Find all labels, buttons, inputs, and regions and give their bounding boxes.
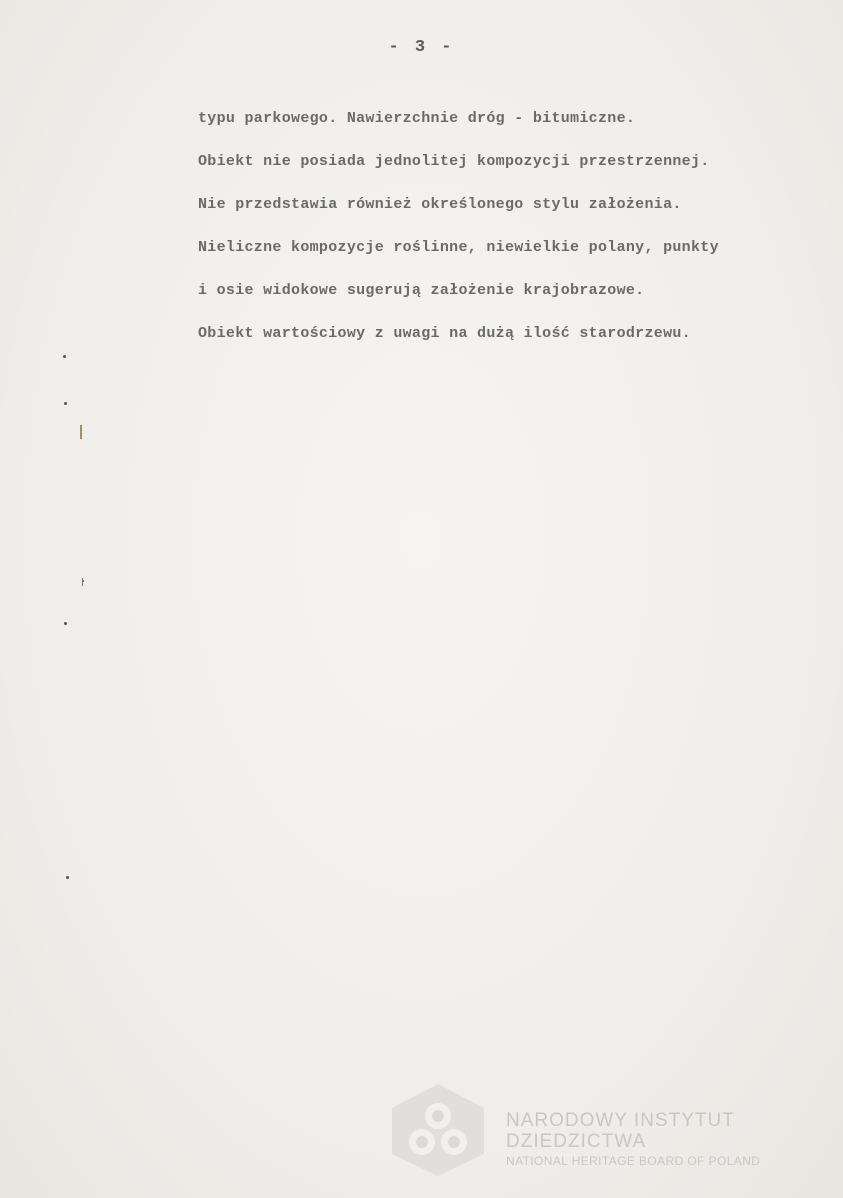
watermark — [386, 1082, 776, 1178]
nid-trefoil-logo-icon — [386, 1082, 490, 1178]
watermark-line2: DZIEDZICTWA — [506, 1131, 647, 1152]
watermark-text — [506, 1110, 760, 1170]
paper-speck — [63, 355, 66, 358]
text-line: Nie przedstawia również określonego stylu założenia. — [198, 196, 682, 213]
paper-mark — [82, 578, 83, 586]
page-number: - 3 - — [388, 38, 455, 57]
text-line: Obiekt nie posiada jednolitej kompozycji przestrzennej. — [198, 153, 710, 170]
paper-mark — [80, 425, 82, 439]
paper-speck — [66, 876, 69, 879]
watermark-line3: NATIONAL HERITAGE BOARD OF POLAND — [506, 1154, 761, 1168]
paper-speck — [64, 402, 67, 405]
paper-speck — [64, 622, 67, 625]
text-line: Obiekt wartościowy z uwagi na dużą ilość starodrzewu. — [198, 325, 691, 342]
text-line: i osie widokowe sugerują założenie krajobrazowe. — [198, 282, 645, 299]
text-line: typu parkowego. Nawierzchnie dróg - bitumiczne. — [198, 110, 636, 127]
watermark-line1: NARODOWY INSTYTUT — [506, 1110, 735, 1131]
document-body — [198, 110, 798, 368]
text-line: Nieliczne kompozycje roślinne, niewielkie polany, punkty — [198, 239, 719, 256]
